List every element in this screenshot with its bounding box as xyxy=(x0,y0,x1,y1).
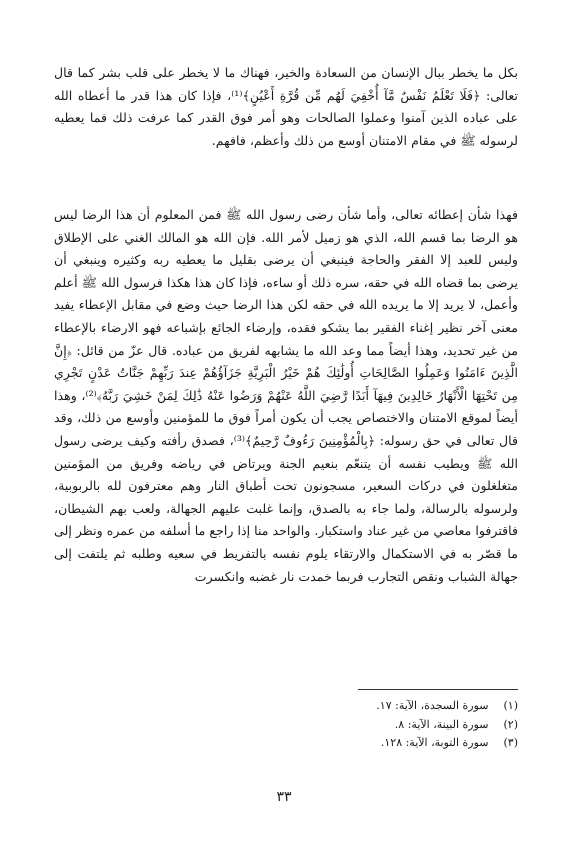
footnote-text: سورة البينة، الآية: ٨. xyxy=(394,717,489,731)
footnote-3 xyxy=(54,734,518,753)
footnote-text: سورة السجدة، الآية: ١٧. xyxy=(376,699,489,712)
footnote-1 xyxy=(54,697,518,716)
paragraph-1 xyxy=(54,62,518,152)
page-number: ٣٣ xyxy=(276,789,292,805)
paragraph-text: فهذا شأن إعطائه تعالى، وأما شأن رضى رسول الله ﷺ فمن المعلوم أن هذا الرضا ليس هو الرضا بما قسم الله، الذي هو زميل لأمر الله. فإن الله هو المالك الغني على الإطلاق وليس للعبد إلا الفقر والحاجة فينبغي أن يرضى بقليل ما يعطيه ربه وكثيره وينبغي أن يرضى بما قضاه الله في حقه، سره ذلك أو ساءه، فإذا كان هذا هكذا فرسول الله ﷺ أعلم وأعمل، لا يريد إلا ما يريده الله في حقه لكن هذا الرضا حيث وضع في مقابل الإعطاء يفيد معنى آخر نظير إغناء الفقير بما يشكو فقده، وإرضاء الجائع بإشباعه فهو الارضاء بالإعطاء من غير تحديد، وهذا أيضاً مما وعد الله ما يشابهه لفريق من عباده. قال عزّ من قائل: ﴿إِنَّ الَّذِينَ ءَامَنُوا وَعَمِلُوا الصَّالِحَاتِ أُولَٰئِكَ هُمْ خَيْرُ الْبَرِيَّةِ جَزَآؤُهُمْ عِندَ رَبِّهِمْ جَنَّاتُ عَدْنٍ تَجْرِي مِن تَحْتِهَا الْأَنْهَارُ خَالِدِينَ فِيهَآ أَبَدًا رَّضِيَ اللَّهُ عَنْهُمْ وَرَضُوا عَنْهُ ذَٰلِكَ لِمَنْ خَشِيَ رَبَّهُ﴾⁽²⁾، وهذا أيضاً لموقع الامتنان والاختصاص يجب أن يكون أمراً فوق ما للمؤمنين وأوسع من ذلك، وقد قال تعالى في حق رسوله: ﴿بِالْمُؤْمِنِينَ رَءُوفٌ رَّحِيمٌ﴾⁽³⁾، فصدق رأفته وكيف يرضى رسول الله ﷺ ويطيب نفسه أن يتنعّم بنعيم الجنة ويرتاض في رياضه وفريق من المؤمنين متغلغلون في دركات السعير، مسجونون تحت أطباق النار وهم معترفون لله بالربوبية، ولرسوله بالرسالة، ولما جاء به بالصدق، وإنما غلبت عليهم الجهالة، ولعب بهم الشيطان، فاقترفوا معاصي من غير عناد واستكبار. والواحد منا إذا راجع ما أسلفه من عمره ونظر إلى ما قصّر به في الاستكمال والارتقاء يلوم نفسه بالتفريط في سعيه وطلبه ثم يلتفت إلى جهالة الشباب ونقص التجارب فربما خمدت نار غضبه وانكسرت xyxy=(54,207,519,584)
footnote-number: (٣) xyxy=(503,736,518,749)
paragraph-text: بكل ما يخطر ببال الإنسان من السعادة والخير، فهناك ما لا يخطر على قلب بشر كما قال تعالى: ﴿فَلَا تَعْلَمُ نَفْسٌ مَّآ أُخْفِيَ لَهُم مِّن قُرَّةِ أَعْيُنٍ﴾⁽¹⁾، فإذا كان هذا قدر ما أعطاه الله على عباده الذين آمنوا وعملوا الصالحات وهو أمر فوق القدر كما عرفت ذلك فما يعطيه لرسوله ﷺ في مقام الامتنان أوسع من ذلك وأعظم، فافهم. xyxy=(54,65,519,148)
footnote-text: سورة التوبة، الآية: ١٢٨. xyxy=(380,736,489,749)
footnote-number: (١) xyxy=(503,699,518,712)
footnote-2 xyxy=(54,716,518,735)
footnotes xyxy=(54,697,518,753)
footnote-number: (٢) xyxy=(503,717,518,731)
footnote-divider xyxy=(358,689,518,690)
paragraph-2 xyxy=(54,204,518,588)
